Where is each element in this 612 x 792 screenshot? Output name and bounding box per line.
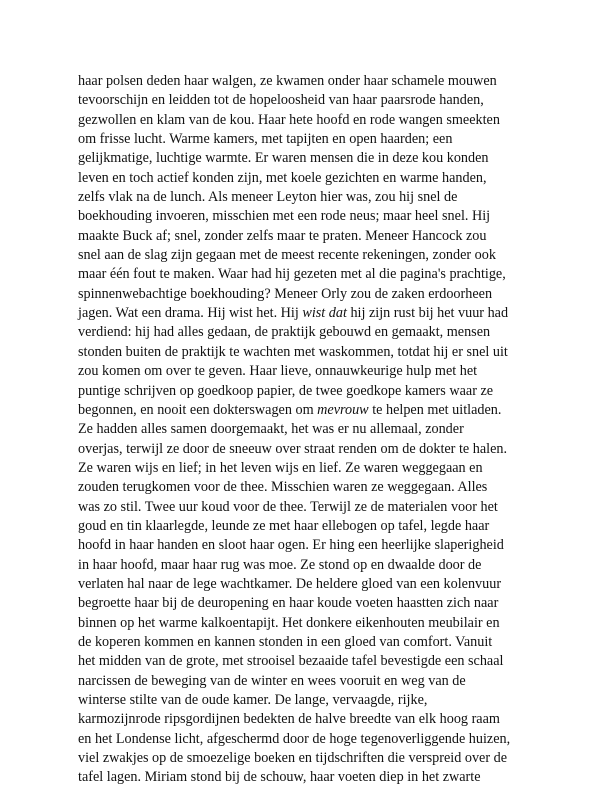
text-line: [78, 730, 538, 749]
text-line: [78, 594, 538, 613]
text-segment: verdiend: hij had alles gedaan, de praktijk gebouwd en gemaakt, mensen: [78, 324, 491, 341]
text-segment: maakte Buck af; snel, zonder zelfs maar te praten. Meneer Hancock zou: [78, 227, 487, 244]
text-segment: goud en tin klaarlegde, leunde ze met haar ellebogen op tafel, legde haar: [78, 517, 490, 534]
text-segment: gezwollen en klam van de kou. Haar hete hoofd en rode wangen smeekten: [78, 111, 500, 128]
text-line: [78, 382, 538, 401]
text-segment: zouden terugkomen voor de thee. Misschien waren ze weggegaan. Alles: [78, 479, 488, 496]
text-segment: begroette haar bij de deuropening en haar koude voeten haastten zich naar: [78, 595, 499, 612]
text-line: [78, 614, 538, 633]
text-line: [78, 556, 538, 575]
text-line: [78, 323, 538, 342]
italic-text: wist dat: [302, 305, 347, 322]
text-segment: Ze hadden alles samen doorgemaakt, het was er nu allemaal, zonder: [78, 421, 464, 438]
text-line: [78, 749, 538, 768]
text-segment: te helpen met uitladen.: [368, 401, 502, 418]
text-line: [78, 420, 538, 439]
text-line: [78, 285, 538, 304]
text-segment: narcissen de beweging van de winter en wees vooruit en weg van de: [78, 672, 466, 689]
text-line: [78, 91, 538, 110]
text-line: [78, 575, 538, 594]
text-segment: snel aan de slag zijn gegaan met de meest recente rekeningen, zonder ook: [78, 247, 496, 264]
text-segment: tafel lagen. Miriam stond bij de schouw, haar voeten diep in het zwarte: [78, 769, 481, 786]
text-line: [78, 265, 538, 284]
text-line: [78, 401, 538, 420]
text-segment: gelijkmatige, luchtige warmte. Er waren mensen die in deze kou konden: [78, 150, 489, 167]
text-line: [78, 362, 538, 381]
text-segment: spinnenwebachtige boekhouding? Meneer Orly zou de zaken erdoorheen: [78, 285, 493, 302]
text-line: [78, 478, 538, 497]
text-segment: leven en toch actief konden zijn, met koele gezichten en warme handen,: [78, 169, 487, 186]
text-line: [78, 440, 538, 459]
text-line: [78, 343, 538, 362]
text-line: [78, 672, 538, 691]
text-segment: overjas, terwijl ze door de sneeuw over straat renden om de dokter te halen.: [78, 440, 508, 457]
text-line: [78, 459, 538, 478]
text-segment: begonnen, en nooit een dokterswagen om: [78, 401, 318, 418]
text-segment: viel zwakjes op de smoezelige boeken en tijdschriften die verspreid over de: [78, 750, 508, 767]
text-segment: hij zijn rust bij het vuur had: [346, 305, 509, 322]
text-segment: was zo stil. Twee uur koud voor de thee. Terwijl ze de materialen voor het: [78, 498, 498, 515]
text-line: [78, 72, 538, 91]
text-segment: tevoorschijn en leidden tot de hopeloosheid van haar paarsrode handen,: [78, 92, 484, 109]
text-segment: karmozijnrode ripsgordijnen bedekten de halve breedte van elk hoog raam: [78, 711, 500, 728]
text-line: [78, 130, 538, 149]
text-line: [78, 188, 538, 207]
text-segment: zelfs vlak na de lunch. Als meneer Leyton hier was, zou hij snel de: [78, 189, 458, 206]
text-line: [78, 111, 538, 130]
text-segment: zou komen om over te geven. Haar lieve, onnauwkeurige hulp met het: [78, 363, 478, 380]
text-segment: verlaten hal naar de lege wachtkamer. De heldere gloed van een kolenvuur: [78, 575, 502, 592]
body-text: [78, 72, 538, 788]
text-segment: om frisse lucht. Warme kamers, met tapijten en open haarden; een: [78, 131, 453, 148]
text-line: [78, 149, 538, 168]
text-line: [78, 227, 538, 246]
text-segment: het midden van de grote, met strooisel bezaaide tafel bevestigde een schaal: [78, 653, 504, 670]
text-segment: binnen op het warme kalkoentapijt. Het donkere eikenhouten meubilair en: [78, 614, 500, 631]
text-segment: winterse stilte van de oude kamer. De lange, vervaagde, rijke,: [78, 692, 428, 708]
text-line: [78, 536, 538, 555]
text-segment: Ze waren wijs en lief; in het leven wijs en lief. Ze waren weggegaan en: [78, 459, 483, 476]
text-line: [78, 304, 538, 323]
text-segment: jagen. Wat een drama. Hij wist het. Hij: [78, 305, 303, 322]
text-segment: hoofd in haar handen en sloot haar ogen. Er hing een heerlijke slaperigheid: [78, 537, 504, 554]
text-line: [78, 169, 538, 188]
text-segment: boekhouding invoeren, misschien met een rode neus; maar heel snel. Hij: [78, 208, 491, 225]
text-line: [78, 710, 538, 729]
text-segment: stonden buiten de praktijk te wachten met waskommen, totdat hij er snel uit: [78, 343, 508, 360]
text-segment: haar polsen deden haar walgen, ze kwamen onder haar schamele mouwen: [78, 73, 497, 89]
text-line: [78, 768, 538, 787]
text-line: [78, 633, 538, 652]
text-segment: puntige schrijven op goedkoop papier, de twee goedkope kamers waar ze: [78, 382, 494, 399]
text-segment: de koperen kommen en kannen stonden in een gloed van comfort. Vanuit: [78, 633, 493, 650]
text-line: [78, 691, 538, 710]
italic-text: mevrouw: [317, 401, 369, 418]
text-line: [78, 498, 538, 517]
text-line: [78, 517, 538, 536]
text-line: [78, 652, 538, 671]
text-segment: maar één fout te maken. Waar had hij gezeten met al die pagina's prachtige,: [78, 266, 506, 283]
text-line: [78, 207, 538, 226]
text-segment: in haar hoofd, maar haar rug was moe. Ze stond op en dwaalde door de: [78, 556, 482, 573]
text-segment: en het Londense licht, afgeschermd door de hoge tegenoverliggende huizen,: [78, 730, 511, 747]
text-line: [78, 246, 538, 265]
